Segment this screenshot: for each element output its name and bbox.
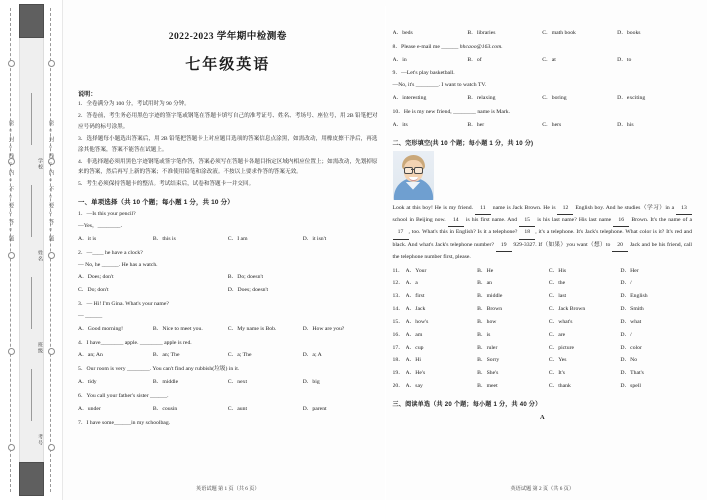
- page-footer: 英语试题 第 1 页（共 6 页）: [195, 486, 260, 492]
- option-row: [393, 28, 693, 39]
- passage-text: school in Beijing now.: [392, 217, 448, 224]
- option-a[interactable]: A．tidy: [78, 379, 97, 386]
- passage-text: name is Jack Brown. He is: [490, 204, 558, 211]
- option-b[interactable]: B．Do; doesn't: [227, 274, 264, 281]
- option-a[interactable]: A．it is: [78, 235, 97, 242]
- seal-ring-icon: [48, 444, 55, 451]
- question-text: —____ he have a clock?: [86, 249, 143, 256]
- option-d[interactable]: D．books: [617, 30, 641, 36]
- option-b[interactable]: B．middle: [152, 379, 179, 386]
- question-number: 17．: [392, 344, 404, 351]
- section-heading-one: 一、单项选择（共 10 个题；每小题 1 分，共 10 分）: [78, 199, 234, 207]
- cloze-blank-20[interactable]: 20: [612, 240, 628, 252]
- info-write-rule: [31, 369, 32, 421]
- question-number: 7．: [78, 419, 87, 426]
- seal-line-text-right: 密○封○线○内○不○要○答○题: [47, 120, 54, 244]
- cloze-blank-16[interactable]: 16: [613, 215, 629, 227]
- option-row: [393, 291, 693, 302]
- question-number: 16．: [392, 331, 404, 338]
- option-d[interactable]: D．big: [302, 379, 320, 386]
- instruction-item: 5．考生必须保持答题卡的整洁。考试结束后，试卷和答题卡一并交回。: [78, 181, 255, 188]
- option-d[interactable]: D．/: [620, 331, 632, 338]
- cloze-blank-17[interactable]: 17: [393, 227, 409, 239]
- section-heading-two: 二、完形填空(共 10 个题；每小题 1 分，共 10 分): [392, 139, 534, 147]
- option-row: [393, 120, 693, 131]
- option-row: [78, 324, 378, 335]
- option-c[interactable]: C．Do; don't: [78, 287, 109, 294]
- question-stem: [78, 299, 378, 310]
- passage-text: Jack and be his friend, call the telephone number first, please.: [392, 241, 692, 261]
- seal-ring-icon: [48, 348, 55, 355]
- option-a[interactable]: A．its: [392, 121, 408, 128]
- question-subtext: — No, he ______. He has a watch.: [78, 261, 158, 268]
- option-c[interactable]: C．hers: [542, 121, 562, 128]
- strip-cap-bottom: [19, 462, 44, 496]
- question-number: 10．: [392, 108, 404, 115]
- option-row: [393, 368, 693, 379]
- option-c[interactable]: C．thank: [548, 383, 571, 390]
- question-number: 1．: [78, 211, 87, 218]
- option-b[interactable]: B．Brown: [477, 306, 503, 313]
- option-row: [78, 234, 378, 245]
- option-b[interactable]: B．how: [477, 318, 497, 325]
- option-d[interactable]: D．his: [617, 121, 634, 128]
- question-text: Please e-mail me ______: [401, 43, 460, 50]
- option-a[interactable]: A．say: [405, 383, 423, 390]
- question-stem: [78, 391, 378, 402]
- passage-text: 929-3327. If（如果）you want（想）to: [511, 241, 613, 248]
- option-row: [78, 377, 378, 388]
- option-c[interactable]: C．math book: [542, 30, 576, 36]
- info-field-name: 姓名: [37, 250, 42, 262]
- seal-ring-icon: [48, 60, 55, 67]
- question-subtext: — ______: [78, 312, 103, 319]
- question-number: 19．: [392, 370, 404, 377]
- info-field-class: 班级: [37, 342, 42, 354]
- option-d[interactable]: D．a; A: [302, 352, 322, 359]
- seal-dashed-line-left: [10, 8, 12, 492]
- question-number: 2．: [78, 249, 87, 256]
- cloze-blank-13[interactable]: 13: [676, 203, 692, 215]
- page-footer: 英语试题 第 2 页（共 6 页）: [510, 486, 575, 492]
- question-text: I have some______in my schoolbag.: [86, 419, 171, 426]
- option-b[interactable]: B．Sorry: [477, 357, 500, 364]
- option-d[interactable]: D．Her: [620, 267, 639, 274]
- option-a[interactable]: A．am: [405, 331, 423, 338]
- cloze-blank-11[interactable]: 11: [475, 203, 491, 215]
- option-c[interactable]: C．I am: [227, 235, 248, 242]
- option-row: [78, 350, 378, 361]
- instruction-item: 3．选择题每小题选出答案后，用 2B 铅笔把答题卡上对应题目选项的答案信息点涂黑，如需改动，用橡皮擦干净后，再选涂其他答案，答案不能答在试题上。: [78, 135, 378, 153]
- question-number: 14．: [392, 306, 404, 313]
- option-row: [393, 343, 693, 354]
- option-d[interactable]: D．Does; doesn't: [227, 287, 269, 294]
- question-text: — Hi! I'm Gina. What's your name?: [86, 301, 169, 308]
- seal-ring-icon: [8, 60, 15, 67]
- passage-text: , too. What's this in English? Is it a telephone?: [408, 229, 520, 236]
- cloze-passage: [393, 203, 693, 264]
- option-d[interactable]: D．Smith: [620, 306, 644, 313]
- option-d[interactable]: D．to: [617, 56, 632, 63]
- option-row: [393, 266, 693, 277]
- option-d[interactable]: D．parent: [302, 405, 327, 412]
- boy-with-glasses-photo: [393, 151, 434, 200]
- option-a[interactable]: A．Your: [405, 267, 427, 274]
- student-info-strip: [19, 4, 44, 496]
- question-number: 20．: [392, 383, 404, 390]
- question-number: 4．: [78, 339, 87, 346]
- cloze-blank-12[interactable]: 12: [557, 203, 573, 215]
- option-a[interactable]: A．beds: [392, 30, 413, 36]
- instruction-item: 1．全卷满分为 100 分，考试用时为 90 分钟。: [78, 101, 190, 107]
- option-d[interactable]: D．it isn't: [302, 235, 327, 242]
- option-d[interactable]: D．No: [620, 357, 638, 364]
- option-row: [393, 278, 693, 289]
- seal-ring-icon: [48, 252, 55, 259]
- page-title: 2022-2023 学年期中检测卷: [168, 31, 287, 42]
- column-page-2: [386, 6, 700, 500]
- option-row: [393, 93, 693, 104]
- paper-version-letter: A: [539, 413, 545, 421]
- passage-text: is his first name. And: [463, 217, 520, 224]
- email-address: hhcaoo@163.com.: [459, 43, 503, 50]
- question-number: 12．: [392, 280, 404, 287]
- question-subtext: —Yes，________．: [78, 223, 127, 230]
- question-number: 8．: [392, 43, 402, 50]
- option-c[interactable]: C．a; The: [227, 352, 252, 359]
- option-c[interactable]: C．My name is Bob.: [227, 325, 277, 332]
- option-c[interactable]: C．Yes: [548, 357, 567, 364]
- option-d[interactable]: D．That's: [620, 370, 644, 377]
- instructions-heading: 说明：: [78, 91, 97, 98]
- info-write-rule: [31, 93, 32, 145]
- question-stem: [393, 68, 693, 79]
- seal-dashed-line-right: [50, 8, 52, 492]
- option-b[interactable]: B．libraries: [467, 30, 496, 36]
- info-field-examid: 考号: [37, 434, 42, 446]
- question-number: 6．: [78, 392, 87, 399]
- question-text: I have________ apple. ________ apple is red.: [86, 339, 192, 346]
- option-a[interactable]: A．Jack: [405, 306, 426, 313]
- question-number: 9．: [392, 70, 402, 77]
- option-d[interactable]: D．English: [620, 293, 648, 300]
- option-d[interactable]: D．exciting: [617, 95, 646, 102]
- option-a[interactable]: A．Hi: [405, 357, 421, 364]
- option-b[interactable]: B．an; The: [152, 352, 180, 359]
- page-subtitle: 七年级英语: [185, 57, 271, 73]
- option-a[interactable]: A．first: [405, 293, 425, 300]
- passage-text: Brown. It's the name of a: [629, 217, 692, 224]
- option-c[interactable]: C．It's: [548, 370, 565, 377]
- question-number: 11．: [392, 267, 404, 274]
- option-c[interactable]: C．boring: [542, 95, 567, 102]
- question-number: 5．: [78, 366, 87, 373]
- option-row: [393, 317, 693, 328]
- option-row: [78, 404, 378, 415]
- option-b[interactable]: B．Nice to meet you.: [152, 325, 203, 332]
- option-a[interactable]: A．a: [405, 280, 418, 287]
- option-a[interactable]: A．under: [78, 405, 101, 412]
- option-row: [393, 330, 693, 341]
- seal-ring-icon: [8, 348, 15, 355]
- passage-text: is his last name? His last name: [535, 217, 614, 224]
- question-text: You call your father's sister ______.: [86, 392, 169, 399]
- question-subtext: —No, it's ________. I want to watch TV.: [392, 82, 487, 89]
- question-text: Our room is very ________. You can't find any rubbish(垃圾) in it.: [86, 366, 240, 373]
- question-stem: [78, 338, 378, 349]
- seal-line-margin: [0, 0, 63, 500]
- option-d[interactable]: D．what: [620, 318, 642, 325]
- question-number: 3．: [78, 301, 87, 308]
- option-a[interactable]: A．He's: [405, 370, 426, 377]
- question-number: 18．: [392, 357, 404, 364]
- option-c[interactable]: C．Jack Brown: [548, 306, 586, 313]
- option-b[interactable]: B．middle: [477, 293, 503, 300]
- question-stem: [78, 248, 378, 259]
- paper-body: [63, 0, 707, 500]
- option-d[interactable]: D．spell: [620, 383, 641, 390]
- question-stem: [78, 209, 378, 220]
- option-b[interactable]: B．of: [467, 56, 482, 63]
- option-b[interactable]: B．ruler: [477, 344, 498, 351]
- option-b[interactable]: B．cousin: [152, 405, 178, 412]
- question-stem: [393, 107, 693, 118]
- question-number: 13．: [392, 293, 404, 300]
- seal-ring-icon: [8, 252, 15, 259]
- passage-text: Look at this boy! He is my friend.: [392, 204, 475, 211]
- option-b[interactable]: B．He: [477, 267, 494, 274]
- option-c[interactable]: C．the: [548, 280, 566, 287]
- cloze-blank-18[interactable]: 18: [519, 227, 535, 239]
- strip-cap-top: [19, 4, 44, 38]
- option-c[interactable]: C．at: [542, 56, 556, 63]
- cloze-blank-19[interactable]: 19: [496, 240, 512, 252]
- info-write-rule: [31, 277, 32, 329]
- option-a[interactable]: A．Good morning!: [78, 325, 124, 332]
- seal-ring-icon: [8, 444, 15, 451]
- option-b[interactable]: B．an: [477, 280, 492, 287]
- option-row: [393, 381, 693, 392]
- option-d[interactable]: D．/: [620, 280, 632, 287]
- question-stem: [78, 364, 378, 375]
- question-stem: [78, 418, 378, 429]
- option-a[interactable]: A．how's: [405, 318, 429, 325]
- option-b[interactable]: B．relaxing: [467, 95, 496, 102]
- option-a[interactable]: A．interesting: [392, 95, 427, 102]
- option-b[interactable]: B．this is: [152, 235, 176, 242]
- option-c[interactable]: C．His: [548, 267, 567, 274]
- option-b[interactable]: B．meet: [477, 383, 498, 390]
- cloze-blank-15[interactable]: 15: [519, 215, 535, 227]
- info-field-school: 学校: [37, 158, 42, 170]
- passage-photo-wrap: [393, 151, 693, 200]
- passage-text: English boy. And he studies（学习）in a: [573, 204, 677, 211]
- option-a[interactable]: A．Does; don't: [78, 274, 114, 281]
- info-write-rule: [31, 185, 32, 237]
- option-b[interactable]: B．is: [477, 331, 491, 338]
- instruction-item: 4．非选择题必须用黑色字迹钢笔或签字笔作答，答案必须写在答题卡各题目指定区域内相应位置上；如需改动，先划掉原来的答案，然后再写上新的答案；不准使用铅笔和涂改液。不按以上要求作答的答案无效。: [78, 158, 378, 176]
- option-a[interactable]: A．in: [392, 56, 407, 63]
- question-text: —Let's play basketball.: [401, 70, 455, 77]
- question-text: He is my new friend, ________ name is Mark.: [403, 108, 511, 115]
- option-c[interactable]: C．aunt: [227, 405, 248, 412]
- passage-text: , it's a telephone. It's Jack's telephone. What color is it? It's red and black. And what's Jack's telephone number?: [392, 229, 692, 248]
- option-row: [393, 304, 693, 315]
- section-heading-three: 三、阅读单选（共 20 个题；每小题 1 分，共 40 分）: [392, 400, 542, 408]
- option-b[interactable]: B．She's: [477, 370, 499, 377]
- option-c[interactable]: C．what's: [548, 318, 573, 325]
- option-a[interactable]: A．cup: [405, 344, 424, 351]
- option-c[interactable]: C．are: [548, 331, 566, 338]
- option-b[interactable]: B．her: [467, 121, 485, 128]
- option-a[interactable]: A．an; An: [78, 352, 103, 359]
- question-stem: [393, 42, 693, 53]
- option-row: [393, 55, 693, 66]
- question-text: —Is this your pencil?: [86, 211, 136, 218]
- option-row: [78, 272, 378, 283]
- option-d[interactable]: D．color: [620, 344, 642, 351]
- option-row: [78, 285, 378, 296]
- option-row: [393, 355, 693, 366]
- option-c[interactable]: C．last: [548, 293, 567, 300]
- question-number: 15．: [392, 318, 404, 325]
- option-c[interactable]: C．picture: [548, 344, 575, 351]
- option-d[interactable]: D．How are you?: [302, 325, 345, 332]
- column-page-1: [71, 6, 386, 500]
- cloze-blank-14[interactable]: 14: [448, 215, 464, 227]
- seal-line-text-left: 密○封○线○内○不○要○答○题: [7, 120, 14, 244]
- instruction-item: 2．答卷前，考生务必用黑色字迹的签字笔或钢笔在答题卡填写自己的准考证号、姓名、考场号、座位号，用 2B 铅笔把对应号码的标号涂黑。: [78, 112, 378, 130]
- option-c[interactable]: C．next: [227, 379, 248, 386]
